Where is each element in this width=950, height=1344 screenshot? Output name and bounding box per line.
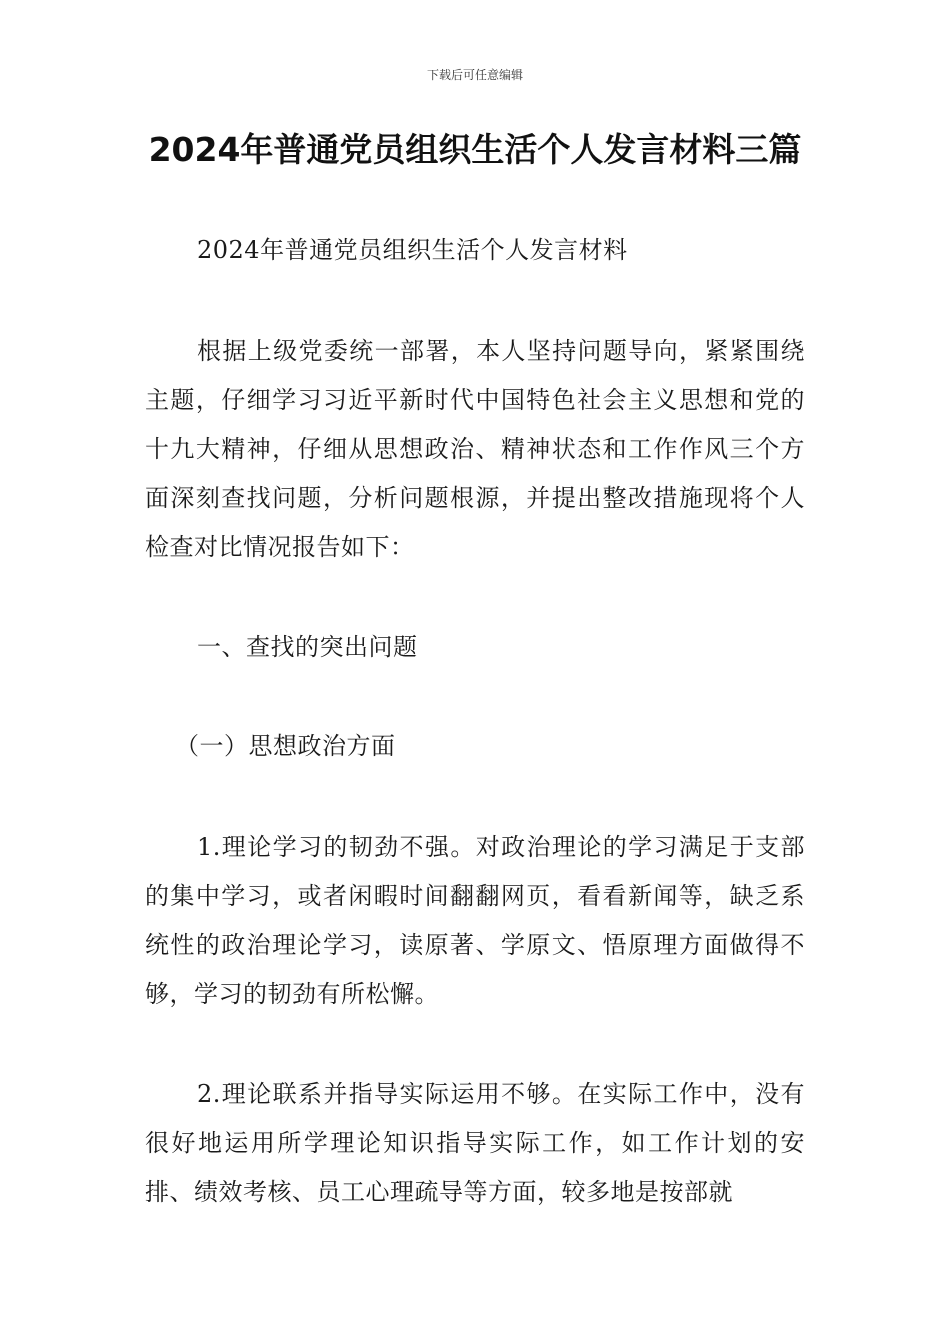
subsection-heading: （一）思想政治方面 [175, 732, 396, 760]
section-heading: 一、查找的突出问题 [197, 633, 418, 661]
header-note: 下载后可任意编辑 [426, 68, 523, 82]
paragraph-point-2: 2.理论联系并指导实际运用不够。在实际工作中，没有很好地运用所学理论知识指导实际工作，如工作计划的安排、绩效考核、员工心理疏导等方面，较多地是按部就 [145, 1080, 805, 1206]
document-title: 2024年普通党员组织生活个人发言材料三篇 [148, 130, 802, 169]
paragraph-point-1: 1.理论学习的韧劲不强。对政治理论的学习满足于支部的集中学习，或者闲暇时间翻翻网页，看看新闻等，缺乏系统性的政治理论学习，读原著、学原文、悟原理方面做得不够，学习的韧劲有所松懈。 [145, 833, 805, 1008]
document-subtitle: 2024年普通党员组织生活个人发言材料 [197, 236, 628, 264]
paragraph-intro: 根据上级党委统一部署，本人坚持问题导向，紧紧围绕主题，仔细学习习近平新时代中国特色社会主义思想和党的十九大精神，仔细从思想政治、精神状态和工作作风三个方面深刻查找问题，分析问题根源，并提出整改措施现将个人检查对比情况报告如下： [145, 337, 805, 561]
